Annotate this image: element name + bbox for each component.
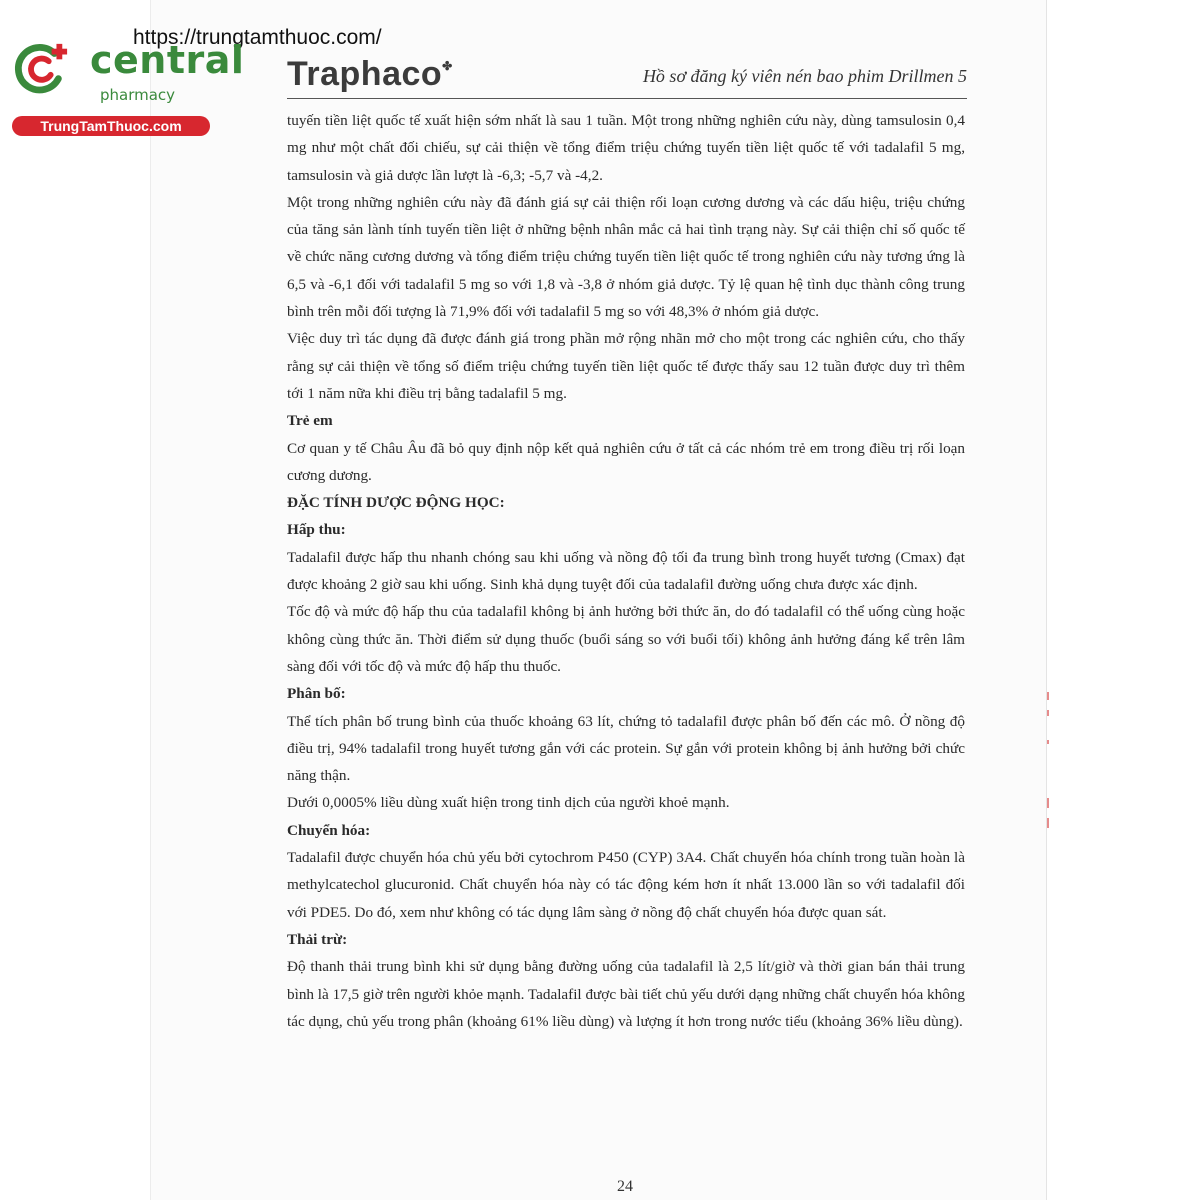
watermark-url: https://trungtamthuoc.com/ [133, 26, 382, 49]
paragraph: Tadalafil được hấp thu nhanh chóng sau khi uống và nồng độ tối đa trung bình trong huyết tương (Cmax) đạt được khoảng 2 giờ sau khi uống. Sinh khả dụng tuyệt đối của tadalafil đường uống chưa được xác định. [287, 548, 965, 594]
section-heading: Hấp thu: [287, 521, 346, 539]
page-number: 24 [617, 1178, 633, 1195]
paragraph: Độ thanh thải trung bình khi sử dụng bằng đường uống của tadalafil là 2,5 lít/giờ và thời gian bán thải trung bình là 17,5 giờ trên người khỏe mạnh. Tadalafil được bài tiết chủ yếu dưới dạng những chất chuyển hóa không tác dụng, chủ yếu trong phân (khoảng 61% liều dùng) và lượng ít hơn trong nước tiểu (khoảng 36% liều dùng). [287, 958, 965, 1030]
paragraph: tuyến tiền liệt quốc tế xuất hiện sớm nhất là sau 1 tuần. Một trong những nghiên cứu này, dùng tamsulosin 0,4 mg như một chất đối chiếu, sự cải thiện về tổng điểm triệu chứng tuyến tiền liệt quốc tế với tadalafil 5 mg, tamsulosin và giả dược lần lượt là -6,3; -5,7 và -4,2. [287, 112, 965, 184]
document-title: Hồ sơ đăng ký viên nén bao phim Drillmen 5 [642, 66, 967, 86]
central-pharmacy-logo [10, 36, 245, 136]
brand-mark-icon: ✤ [442, 59, 453, 73]
pharmacy-cross-icon [12, 40, 70, 98]
paragraph: Cơ quan y tế Châu Âu đã bỏ quy định nộp kết quả nghiên cứu ở tất cả các nhóm trẻ em trong điều trị rối loạn cương dương. [287, 439, 965, 484]
document-body [287, 107, 965, 1035]
logo-site-bar: TrungTamThuoc.com [12, 116, 210, 136]
section-heading: ĐẶC TÍNH DƯỢC ĐỘNG HỌC: [287, 494, 505, 512]
brand-logo [287, 55, 453, 94]
paragraph: Dưới 0,0005% liều dùng xuất hiện trong tinh dịch của người khoẻ mạnh. [287, 794, 730, 812]
brand-name: Traphaco [287, 55, 443, 93]
logo-sub: pharmacy [100, 86, 176, 104]
section-heading: Phân bố: [287, 685, 346, 703]
header-divider [287, 98, 967, 99]
section-heading: Thải trừ: [287, 930, 348, 948]
logo-name: central [90, 38, 245, 82]
section-heading: Chuyển hóa: [287, 821, 371, 839]
paragraph: Thể tích phân bố trung bình của thuốc khoảng 63 lít, chứng tỏ tadalafil được phân bố đến các mô. Ở nồng độ điều trị, 94% tadalafil trong huyết tương gắn với các protein. Sự gắn với protein không bị ảnh hưởng bởi chức năng thận. [287, 712, 965, 785]
stamp-edge-marks [1043, 690, 1053, 830]
section-heading: Trẻ em [287, 412, 333, 430]
paragraph: Tadalafil được chuyển hóa chủ yếu bởi cytochrom P450 (CYP) 3A4. Chất chuyển hóa chính trong tuần hoàn là methylcatechol glucuronid. Chất chuyển hóa này có tác động kém hơn ít nhất 13.000 lần so với tadalafil đối với PDE5. Do đó, xem như không có tác dụng lâm sàng ở nồng độ chất chuyển hóa được quan sát. [287, 849, 965, 921]
paragraph: Tốc độ và mức độ hấp thu của tadalafil không bị ảnh hưởng bởi thức ăn, do đó tadalafil có thể uống cùng hoặc không cùng thức ăn. Thời điểm sử dụng thuốc (buổi sáng so với buổi tối) không ảnh hưởng đáng kể trên lâm sàng đối với tốc độ và mức độ hấp thu thuốc. [287, 603, 965, 675]
paragraph: Việc duy trì tác dụng đã được đánh giá trong phần mở rộng nhãn mở cho một trong các nghiên cứu, cho thấy rằng sự cải thiện về tổng số điểm triệu chứng tuyến tiền liệt quốc tế được thấy sau 12 tuần được duy trì thêm tới 1 năm nữa khi điều trị bằng tadalafil 5 mg. [287, 330, 965, 402]
paragraph: Một trong những nghiên cứu này đã đánh giá sự cải thiện rối loạn cương dương và các dấu hiệu, triệu chứng của tăng sản lành tính tuyến tiền liệt ở những bệnh nhân mắc cả hai tình trạng này. Sự cải thiện chỉ số quốc tế về chức năng cương dương và tổng điểm triệu chứng tuyến tiền liệt quốc tế trong nghiên cứu này tương ứng là 6,5 và -6,1 đối với tadalafil 5 mg so với 1,8 và -3,8 ở nhóm giả dược. Tỷ lệ quan hệ tình dục thành công trung bình trên mỗi đối tượng là 71,9% đối với tadalafil 5 mg so với 48,3% ở nhóm giả dược. [287, 193, 965, 321]
